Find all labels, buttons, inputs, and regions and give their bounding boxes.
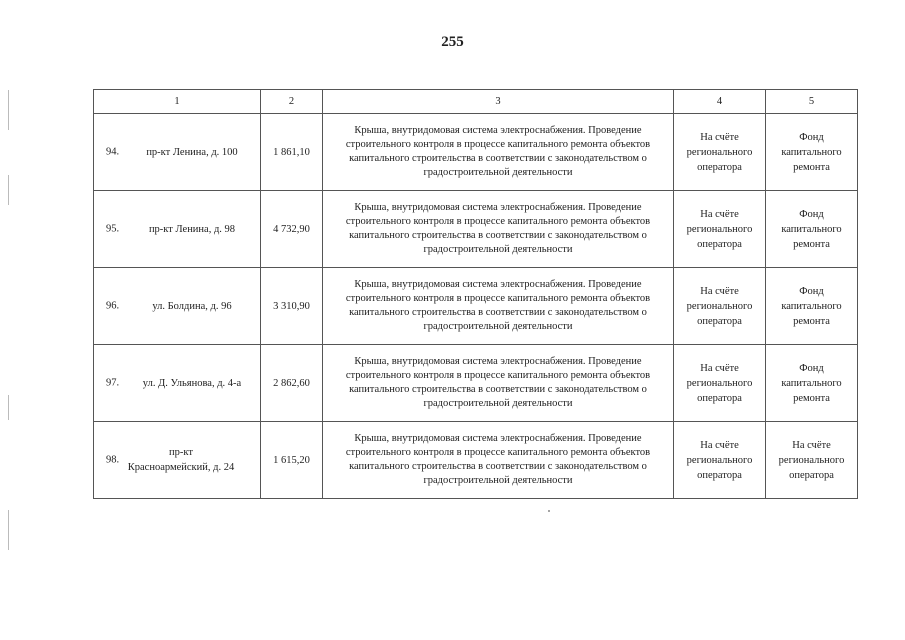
column5-cell: Фонд капитального ремонта (766, 268, 858, 345)
column5-cell: Фонд капитального ремонта (766, 191, 858, 268)
address: пр-кт Ленина, д. 100 (146, 146, 238, 158)
column4-cell: На счёте регионального оператора (674, 191, 766, 268)
area-cell: 2 862,60 (261, 345, 323, 422)
work-description-cell: Крыша, внутридомовая система электроснабжения. Проведение строительного контроля в процессе капитального ремонта объектов капитального строительства в соответствии с законодательством о градостроительной деятельности (323, 422, 674, 499)
column4-cell: На счёте регионального оператора (674, 345, 766, 422)
address-cell (94, 191, 261, 268)
address: ул. Болдина, д. 96 (152, 300, 232, 312)
row-number: 94. (106, 146, 120, 158)
address-cell (94, 114, 261, 191)
table-row (94, 422, 858, 499)
row-number: 98. (106, 454, 120, 466)
address-cell (94, 422, 261, 499)
column-header: 4 (674, 90, 766, 114)
table-row (94, 345, 858, 422)
area-cell: 4 732,90 (261, 191, 323, 268)
column5-cell: Фонд капитального ремонта (766, 114, 858, 191)
scan-edge-mark (8, 175, 9, 205)
row-number: 95. (106, 223, 120, 235)
page-number: 255 (441, 34, 464, 50)
address-cell (94, 345, 261, 422)
address: пр-кт Ленина, д. 98 (148, 223, 236, 235)
area-cell: 1 615,20 (261, 422, 323, 499)
address: ул. Д. Ульянова, д. 4-а (142, 377, 242, 389)
column-header: 2 (261, 90, 323, 114)
column-header: 3 (323, 90, 674, 114)
column-header: 5 (766, 90, 858, 114)
column5-cell: На счёте регионального оператора (766, 422, 858, 499)
column4-cell: На счёте регионального оператора (674, 114, 766, 191)
work-description-cell: Крыша, внутридомовая система электроснабжения. Проведение строительного контроля в процессе капитального ремонта объектов капитального строительства в соответствии с законодательством о градостроительной деятельности (323, 268, 674, 345)
works-table (93, 89, 858, 499)
column-header: 1 (94, 90, 261, 114)
address-cell (94, 268, 261, 345)
scan-edge-mark (8, 90, 9, 130)
table-header-row (94, 90, 858, 114)
work-description-cell: Крыша, внутридомовая система электроснабжения. Проведение строительного контроля в процессе капитального ремонта объектов капитального строительства в соответствии с законодательством о градостроительной деятельности (323, 345, 674, 422)
area-cell: 3 310,90 (261, 268, 323, 345)
row-number: 96. (106, 300, 120, 312)
work-description-cell: Крыша, внутридомовая система электроснабжения. Проведение строительного контроля в процессе капитального ремонта объектов капитального строительства в соответствии с законодательством о градостроительной деятельности (323, 114, 674, 191)
address: пр-кт Красноармейский, д. 24 (127, 447, 235, 473)
scan-speck (548, 510, 550, 512)
column5-cell: Фонд капитального ремонта (766, 345, 858, 422)
scan-edge-mark (8, 395, 9, 420)
row-number: 97. (106, 377, 120, 389)
table-row (94, 191, 858, 268)
work-description-cell: Крыша, внутридомовая система электроснабжения. Проведение строительного контроля в процессе капитального ремонта объектов капитального строительства в соответствии с законодательством о градостроительной деятельности (323, 191, 674, 268)
table-row (94, 268, 858, 345)
scan-edge-mark (8, 510, 9, 550)
area-cell: 1 861,10 (261, 114, 323, 191)
column4-cell: На счёте регионального оператора (674, 268, 766, 345)
table-row (94, 114, 858, 191)
column4-cell: На счёте регионального оператора (674, 422, 766, 499)
